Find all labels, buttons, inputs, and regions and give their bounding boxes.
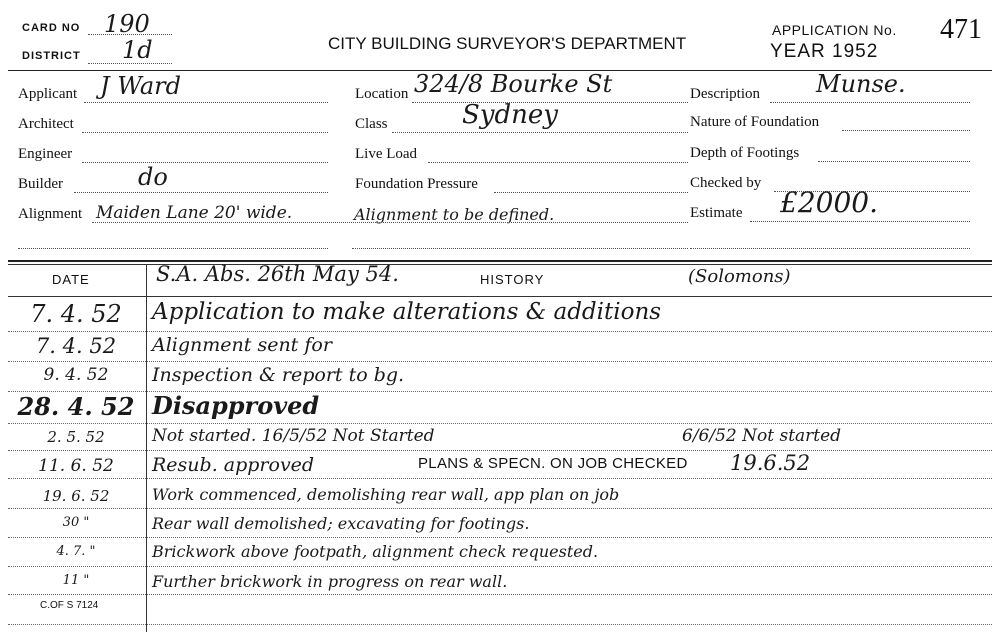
alignment-label: Alignment [18,206,83,222]
card-label: CARD NO [22,22,81,34]
history-date: 2. 5. 52 [47,428,105,446]
history-date: 11 " [62,573,90,588]
nature-of-foundation-label: Nature of Foundation [690,114,820,130]
estimate-label: Estimate [690,205,743,221]
location-label: Location [355,86,409,102]
year-label: YEAR 1952 [770,41,879,62]
history-date: 11. 6. 52 [38,456,114,476]
history-entry: Work commenced, demolishing rear wall, app plan on job [152,485,620,504]
history-entry-extra: 6/6/52 Not started [682,426,842,446]
history-date: 7. 4. 52 [30,300,122,328]
depth-of-footings-label: Depth of Footings [690,145,800,161]
history-typed-stamp: PLANS & SPECN. ON JOB CHECKED [418,455,688,472]
live-load-label: Live Load [355,146,418,162]
application-label: APPLICATION No. [772,22,897,38]
district-label: DISTRICT [22,50,81,62]
alignment-note: Alignment to be defined. [354,205,555,224]
foundation-pressure-label: Foundation Pressure [355,176,478,192]
history-date: 7. 4. 52 [35,334,117,358]
history-date: 4. 7. " [56,544,96,559]
class-value: Sydney [462,100,558,130]
class-label: Class [355,116,388,132]
checked-by-label: Checked by [690,175,762,191]
history-date: 19. 6. 52 [42,487,110,505]
history-entry: Not started. 16/5/52 Not Started [152,426,435,446]
history-date: 9. 4. 52 [43,365,109,385]
alignment-value: Maiden Lane 20' wide. [96,203,293,223]
form-code: C.OF S 7124 [40,600,99,611]
history-column-header: HISTORY [480,272,545,287]
engineer-label: Engineer [18,146,73,162]
builder-value: do [138,163,168,191]
history-entry: Application to make alterations & additions [152,299,662,325]
location-value: 324/8 Bourke St [414,70,613,98]
history-entry: Rear wall demolished; excavating for footings. [152,514,530,533]
history-date: 28. 4. 52 [17,392,135,421]
history-entry: Further brickwork in progress on rear wall. [152,572,508,591]
history-entry: Resub. approved [152,454,315,476]
history-entry-extra: 19.6.52 [730,451,811,475]
architect-label: Architect [18,116,74,132]
estimate-value: £2000. [780,186,878,219]
history-entry: Brickwork above footpath, alignment check requested. [152,542,599,561]
department-title: CITY BUILDING SURVEYOR'S DEPARTMENT [328,34,687,53]
application-number: 471 [940,14,982,45]
description-label: Description [690,86,760,102]
builder-label: Builder [18,176,63,192]
description-value: Munse. [816,70,906,98]
history-entry: Inspection & report to bg. [152,364,405,386]
history-date: 30 " [62,515,90,530]
applicant-value: J Ward [100,72,181,100]
history-inspector-note: (Solomons) [688,266,791,287]
history-entry: Alignment sent for [152,334,332,356]
card-number: 190 [104,10,150,38]
date-column-header: DATE [52,272,90,287]
applicant-label: Applicant [18,86,78,102]
district-value: 1d [122,36,153,64]
history-entry: Disapproved [152,391,320,420]
history-header-note: S.A. Abs. 26th May 54. [156,262,399,286]
